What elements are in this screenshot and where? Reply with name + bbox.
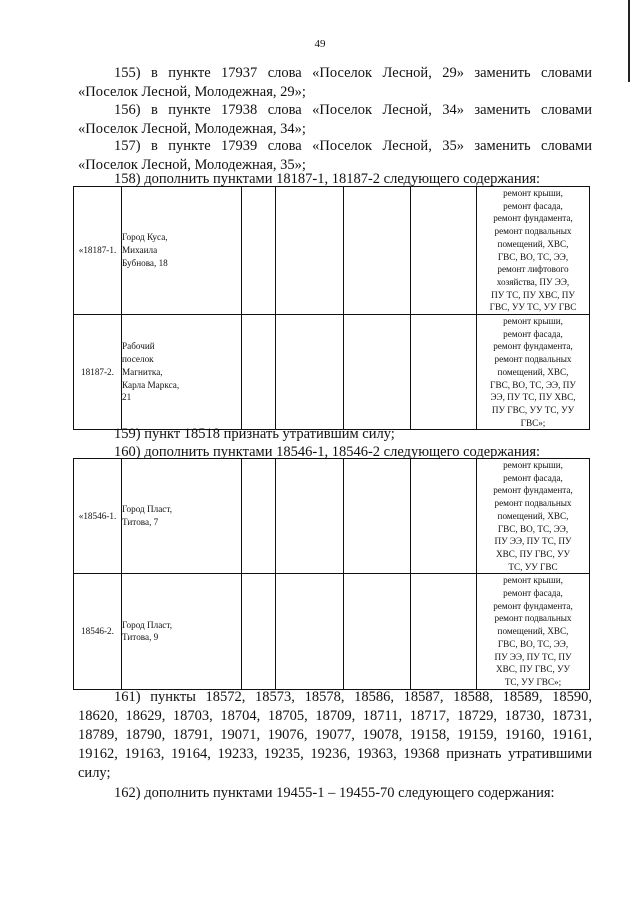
- item-159: 159) пункт 18518 признать утратившим силу;: [114, 426, 395, 442]
- item-160: 160) дополнить пунктами 18546-1, 18546-2 следующего содержания:: [114, 444, 541, 460]
- item-158: 158) дополнить пунктами 18187-1, 18187-2 следующего содержания:: [114, 171, 541, 187]
- empty-cell: [242, 187, 276, 315]
- address-line: Бубнова, 18: [122, 257, 168, 268]
- address-line: Магнитка,: [122, 366, 163, 377]
- work-line: ремонт лифтового: [497, 264, 569, 275]
- work-line: ГВС, ВО, ТС, ЭЭ,: [497, 251, 569, 262]
- work-line: ремонт фасада,: [503, 588, 563, 599]
- work-line: ремонт крыши,: [503, 316, 563, 327]
- work-line: помещений, ХВС,: [497, 366, 569, 377]
- work-line: ремонт подвальных: [494, 226, 572, 237]
- work-line: помещений, ХВС,: [497, 510, 569, 521]
- work-line: помещений, ХВС,: [497, 238, 569, 249]
- address-cell: [122, 459, 242, 574]
- address-line: Рабочий: [122, 341, 155, 352]
- item-155-line-2: «Поселок Лесной, Молодежная, 29»;: [78, 84, 306, 100]
- address-cell: [122, 574, 242, 689]
- work-line: ПУ ЭЭ, ПУ ТС, ПУ: [494, 536, 572, 547]
- row-number: 18546-2.: [74, 574, 122, 689]
- table-row: [74, 187, 590, 315]
- address-line: Город Пласт,: [122, 504, 172, 515]
- row-number: «18546-1.: [74, 459, 122, 574]
- address-line: Михаила: [122, 245, 158, 256]
- item-161-line-2: 18620, 18629, 18703, 18704, 18705, 18709, 18711, 18717, 18729, 18730, 18731,: [78, 708, 592, 724]
- address-line: Титова, 7: [122, 517, 159, 528]
- table-row: [74, 574, 590, 689]
- work-line: ГВС, ВО, ТС, ЭЭ,: [497, 523, 569, 534]
- table-row: [74, 459, 590, 574]
- empty-cell: [411, 574, 477, 689]
- empty-cell: [344, 187, 411, 315]
- work-line: ремонт крыши,: [503, 575, 563, 586]
- work-line: ремонт фундамента,: [493, 600, 573, 611]
- empty-cell: [276, 459, 344, 574]
- work-line: ремонт фасада,: [503, 328, 563, 339]
- works-cell: [477, 459, 590, 574]
- address-line: Город Куса,: [122, 232, 168, 243]
- address-cell: [122, 315, 242, 430]
- table-row: [74, 315, 590, 430]
- address-cell: [122, 187, 242, 315]
- empty-cell: [411, 459, 477, 574]
- empty-cell: [344, 459, 411, 574]
- empty-cell: [276, 574, 344, 689]
- address-line: 21: [122, 392, 132, 403]
- work-line: ремонт подвальных: [494, 354, 572, 365]
- work-line: ремонт фасада,: [503, 472, 563, 483]
- works-cell: [477, 574, 590, 689]
- empty-cell: [276, 315, 344, 430]
- work-line: ГВС, УУ ТС, УУ ГВС: [489, 302, 577, 313]
- work-line: ремонт фундамента,: [493, 213, 573, 224]
- empty-cell: [344, 315, 411, 430]
- table-items-18187: [73, 186, 590, 430]
- empty-cell: [276, 187, 344, 315]
- empty-cell: [242, 574, 276, 689]
- work-line: ГВС, ВО, ТС, ЭЭ, ПУ: [490, 379, 576, 390]
- item-157-line-1: 157) в пункте 17939 слова «Поселок Лесной, 35» заменить словами: [114, 138, 592, 154]
- work-line: ТС, УУ ГВС: [508, 561, 558, 572]
- empty-cell: [242, 315, 276, 430]
- works-cell: [477, 315, 590, 430]
- address-line: поселок: [122, 354, 154, 365]
- item-156-line-1: 156) в пункте 17938 слова «Поселок Лесной, 34» заменить словами: [114, 102, 592, 118]
- work-line: ТС, УУ ГВС»;: [504, 676, 562, 687]
- work-line: ХВС, ПУ ГВС, УУ: [495, 548, 571, 559]
- work-line: ремонт крыши,: [503, 460, 563, 470]
- item-162: 162) дополнить пунктами 19455-1 – 19455-70 следующего содержания:: [114, 785, 555, 801]
- work-line: ПУ ТС, ПУ ХВС, ПУ: [491, 289, 575, 300]
- address-line: Карла Маркса,: [122, 379, 180, 390]
- item-161-line-4: 19162, 19163, 19164, 19233, 19235, 19236, 19363, 19368 признать утратившими: [78, 746, 592, 762]
- work-line: помещений, ХВС,: [497, 626, 569, 637]
- work-line: ПУ ГВС, УУ ТС, УУ: [491, 404, 575, 415]
- address-line: Город Пласт,: [122, 619, 172, 630]
- work-line: хозяйства, ПУ ЭЭ,: [496, 276, 570, 287]
- table-items-18546: [73, 458, 590, 690]
- work-line: ремонт фасада,: [503, 200, 563, 211]
- item-156-line-2: «Поселок Лесной, Молодежная, 34»;: [78, 121, 306, 137]
- empty-cell: [411, 315, 477, 430]
- work-line: ремонт крыши,: [503, 188, 563, 198]
- work-line: ремонт подвальных: [494, 613, 572, 624]
- work-line: ГВС»;: [520, 417, 546, 428]
- empty-cell: [411, 187, 477, 315]
- empty-cell: [242, 459, 276, 574]
- empty-cell: [344, 574, 411, 689]
- item-161-line-5: силу;: [78, 765, 111, 781]
- item-161-line-1: 161) пункты 18572, 18573, 18578, 18586, 18587, 18588, 18589, 18590,: [114, 689, 592, 705]
- row-number: 18187-2.: [74, 315, 122, 430]
- work-line: ГВС, ВО, ТС, ЭЭ,: [497, 638, 569, 649]
- work-line: ПУ ЭЭ, ПУ ТС, ПУ: [494, 651, 572, 662]
- page-number: 49: [314, 38, 326, 50]
- item-155-line-1: 155) в пункте 17937 слова «Поселок Лесной, 29» заменить словами: [114, 65, 592, 81]
- item-161-line-3: 18789, 18790, 18791, 19071, 19076, 19077, 19078, 19158, 19159, 19160, 19161,: [78, 727, 592, 743]
- work-line: ремонт подвальных: [494, 498, 572, 509]
- work-line: ХВС, ПУ ГВС, УУ: [495, 664, 571, 675]
- item-157-line-2: «Поселок Лесной, Молодежная, 35»;: [78, 157, 306, 173]
- row-number: «18187-1.: [74, 187, 122, 315]
- work-line: ремонт фундамента,: [493, 341, 573, 352]
- works-cell: [477, 187, 590, 315]
- work-line: ЭЭ, ПУ ТС, ПУ ХВС,: [490, 392, 576, 403]
- work-line: ремонт фундамента,: [493, 485, 573, 496]
- address-line: Титова, 9: [122, 632, 159, 643]
